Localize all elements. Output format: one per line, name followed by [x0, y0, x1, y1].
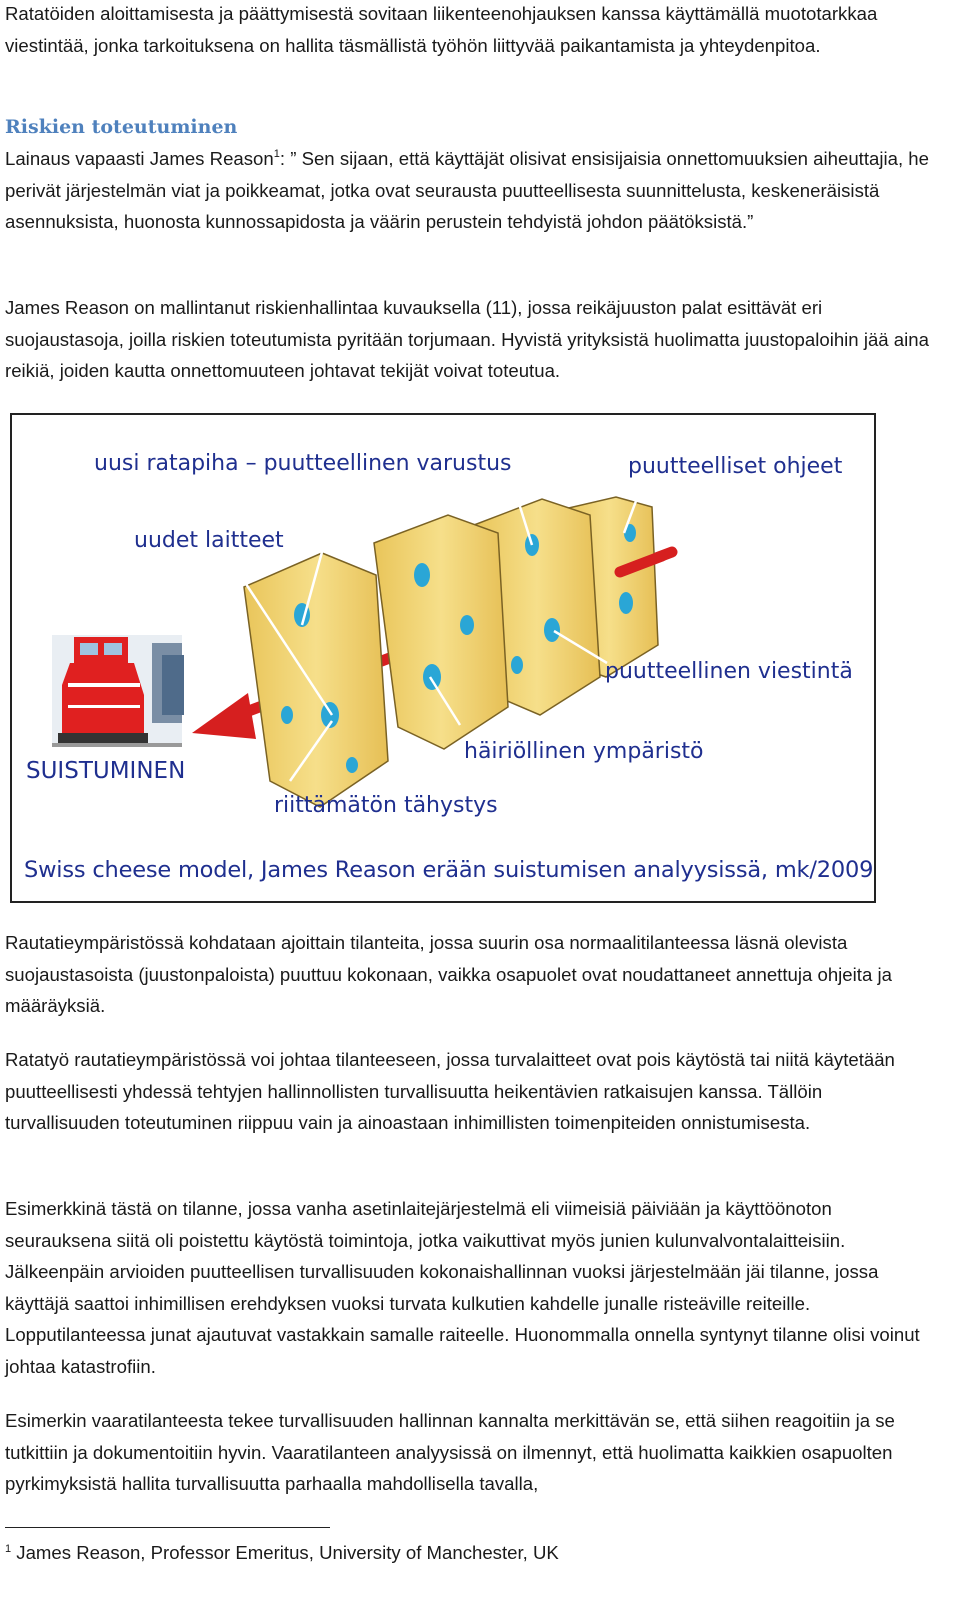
swiss-cheese-figure [10, 413, 876, 903]
cheese-slice-1 [244, 553, 388, 807]
quote-after: : ” Sen sijaan, että käyttäjät olisivat ensisijaisia onnettomuuksien aiheuttajia, he perivät järjestelmän viat ja poikkeamat, jotka ovat seurausta puutteellisesta suunnittelusta, keskeneräisistä asennuksista, huonosta kunnossapidosta ja väärin perustein tehdyistä johdon päätöksistä.” [5, 148, 929, 232]
footnote-ref[interactable]: 1 [273, 148, 280, 160]
footnote-text: James Reason, Professor Emeritus, University of Manchester, UK [11, 1542, 559, 1563]
swiss-cheese-illustration [12, 415, 874, 901]
body-paragraph-4: Esimerkin vaaratilanteesta tekee turvallisuuden hallinnan kannalta merkittävän se, että siihen reagoitiin ja se tutkittiin ja dokumentoitiin hyvin. Vaaratilanteen analyysissä on ilmennyt, että huolimatta kaikkien osapuolten pyrkimyksistä hallita turvallisuutta parhaalla mahdollisella tavalla, [5, 1410, 895, 1494]
quote-paragraph [5, 143, 940, 238]
footnote-number: 1 [5, 1543, 12, 1555]
cheese-slice-2 [374, 515, 508, 749]
quote-before: Lainaus vapaasti James Reason [5, 148, 274, 169]
footnote [5, 1540, 559, 1566]
body-paragraph-1: Rautatieympäristössä kohdataan ajoittain tilanteita, jossa suurin osa normaalitilanteessa läsnä olevista suojaustasoista (juustonpaloista) puuttuu kokonaan, vaikka osapuolet ovat noudattaneet annettuja ohjeita ja määräyksiä. [5, 932, 892, 1016]
label-instructions: puutteelliset ohjeet [628, 454, 843, 479]
label-communication: puutteellinen viestintä [605, 659, 853, 684]
body-paragraph-2: Ratatyö rautatieympäristössä voi johtaa tilanteeseen, jossa turvalaitteet ovat pois käytöstä tai niitä käytetään puutteellisesti yhdessä tehtyjen hallinnollisten turvallisuutta heikentävien ratkaisujen kanssa. Tällöin turvallisuuden toteutuminen riippuu vain ja ainoastaan inhimillisten toimenpiteiden onnistumisesta. [5, 1049, 895, 1133]
figure-caption: Swiss cheese model, James Reason erään suistumisen analyysissä, mk/2009 [24, 857, 874, 883]
body-paragraph-3: Esimerkkinä tästä on tilanne, jossa vanha asetinlaitejärjestelmä eli viimeisiä päiviään ja käyttöönoton seurauksena siitä oli poistettu käytöstä toimintoja, jotka vaikuttivat myös junien kulunvalvontalaitteisiin. Jälkeenpäin arvioiden puutteellisen turvallisuuden kokonaishallinnan vuoksi järjestelmään jäi tilanne, jossa käyttäjä saattoi inhimillisen erehdyksen vuoksi turvata kulkutien kahdelle junalle risteäville reiteille. Lopputilanteessa junat ajautuvat vastakkain samalle raiteelle. Huonommalla onnella syntynyt tilanne olisi voinut johtaa katastrofiin. [5, 1198, 920, 1377]
label-environment: häiriöllinen ympäristö [464, 739, 704, 764]
reason-paragraph: James Reason on mallintanut riskienhallintaa kuvauksella (11), jossa reikäjuuston palat esittävät eri suojaustasoja, joilla riskien toteutumista pyritään torjumaan. Hyvistä yrityksistä huolimatta juustopaloihin jää aina reikiä, joiden kautta onnettomuuteen johtavat tekijät voivat toteutua. [5, 297, 929, 381]
intro-paragraph: Ratatöiden aloittamisesta ja päättymisestä sovitaan liikenteenohjauksen kanssa käyttämällä muototarkkaa viestintää, jonka tarkoituksena on hallita täsmällistä työhön liittyvää paikantamista ja yhteydenpitoa. [5, 3, 878, 56]
label-derailment: SUISTUMINEN [26, 758, 186, 784]
footnote-divider [5, 1527, 330, 1528]
label-new-devices: uudet laitteet [134, 528, 284, 553]
label-lookout: riittämätön tähystys [274, 793, 498, 818]
train-icon [52, 635, 184, 747]
section-heading: Riskien toteutuminen [5, 116, 238, 138]
label-new-yard: uusi ratapiha – puutteellinen varustus [94, 451, 512, 476]
